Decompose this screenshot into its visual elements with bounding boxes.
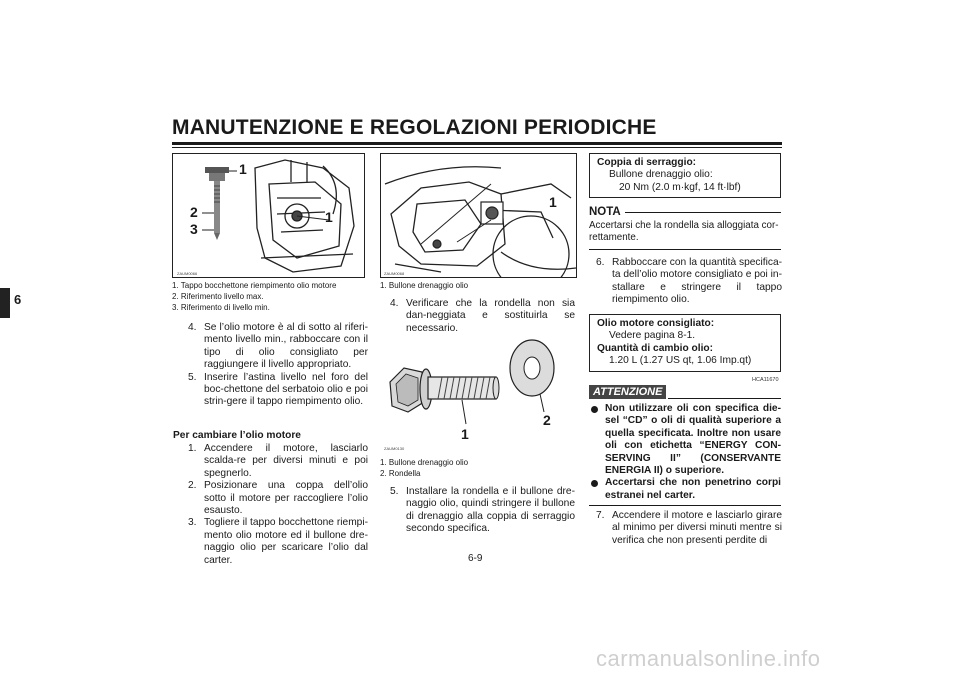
nota-section: [589, 206, 781, 250]
step-5-install: 5. Installare la rondella e il bullone dre-naggio olio, quindi stringere il bullone di drenaggio alla coppia di serraggio secondo specifica.: [390, 486, 575, 535]
fig1-callout-1b: 1: [325, 209, 333, 225]
torque-spec-box: [589, 153, 781, 198]
fig3-captions: [380, 457, 468, 479]
fig2-code: ZAUM0068: [384, 271, 405, 276]
fig2-caption-1: 1. Bullone drenaggio olio: [380, 281, 469, 290]
step-4-washer: 4. Verificare che la rondella non sia dan-neggiata e sostituirla se necessario.: [390, 298, 575, 334]
nota-label: NOTA: [589, 206, 621, 218]
fig1-caption-1: 1. Tappo bocchettone riempimento olio motore: [172, 281, 337, 290]
figure-bolt-washer: [380, 332, 575, 452]
fig1-captions: [172, 280, 367, 313]
warning-code: HCA11670: [752, 377, 779, 383]
fig3-caption-1: 1. Bullone drenaggio olio: [380, 458, 469, 467]
fig1-caption-3: 3. Riferimento di livello min.: [172, 303, 270, 312]
torque-item: Bullone drenaggio olio:: [609, 169, 713, 181]
fig1-callout-1: 1: [239, 161, 247, 177]
warning-rule: [668, 398, 781, 399]
torque-value: 20 Nm (2.0 m·kgf, 14 ft·lbf): [619, 181, 741, 193]
oil-qty: 1.20 L (1.27 US qt, 1.06 Imp.qt): [609, 355, 752, 367]
fig2-callout-1: 1: [549, 194, 557, 210]
warning-bullet-1: Non utilizzare oli con specifica die-sel “CD” o oli di qualità superiore a quella specificata. Inoltre non usare oli con etichetta “ENERGY CON-SERVING II” (CONSERVANTE ENERGIA II) o superiore.: [589, 403, 781, 477]
nota-text: Accertarsi che la rondella sia alloggiata cor-rettamente.: [589, 220, 779, 244]
warning-label: ATTENZIONE: [589, 385, 666, 399]
oil-qty-title: Quantità di cambio olio:: [597, 342, 714, 354]
step-5-dipstick: 5. Inserire l’astina livello nel foro del boc-chettone del serbatoio olio e poi strin-gere il tappo riempimento olio.: [188, 371, 368, 408]
fig3-callout-1: 1: [461, 426, 469, 442]
fig1-callout-2: 2: [190, 204, 198, 220]
warning-bullet-2: Accertarsi che non penetrino corpi estranei nel carter.: [589, 477, 781, 502]
column-1-text: [188, 322, 368, 409]
figure-drain-bolt-location: [380, 153, 577, 278]
figure-oil-dipstick: [172, 153, 365, 278]
fig3-code: ZAUM0130: [384, 446, 405, 451]
title-rule-thin: [172, 147, 782, 148]
engine-underside-illustration: [381, 154, 576, 277]
oil-title: Olio motore consigliato:: [597, 318, 715, 329]
fig3-caption-2: 2. Rondella: [380, 469, 421, 478]
oil-change-step-3: 3. Togliere il tappo bocchettone riempi-mento olio motore ed il bullone dre-naggio olio per scaricare l’olio dal carter.: [188, 517, 368, 566]
bullet-icon: [591, 480, 598, 487]
nota-rule: [625, 212, 781, 213]
fig1-caption-2: 2. Riferimento livello max.: [172, 292, 264, 301]
torque-title: Coppia di serraggio:: [597, 157, 697, 168]
nota-end-rule: [589, 249, 781, 250]
fig1-code: ZAUM0066: [177, 271, 198, 276]
oil-change-step-1: 1. Accendere il motore, lasciarlo scalda-re per diversi minuti e poi spegnerlo.: [188, 443, 368, 479]
section-subheading: Per cambiare l’olio motore: [173, 430, 301, 441]
oil-spec-box: [589, 314, 781, 372]
dipstick-illustration: [173, 154, 364, 277]
chapter-number: 6: [14, 292, 22, 307]
bolt-washer-illustration: [380, 332, 575, 452]
chapter-tab: [0, 288, 10, 318]
bullet-icon: [591, 406, 598, 413]
oil-ref: Vedere pagina 8-1.: [609, 330, 696, 342]
fig3-callout-2: 2: [543, 412, 551, 428]
step-6-refill: 6. Rabboccare con la quantità specifica-ta dell’olio motore consigliato e poi in-stallare e stringere il tappo riempimento olio.: [596, 257, 782, 306]
oil-change-step-2: 2. Posizionare una coppa dell’olio sotto il motore per raccogliere l’olio esausto.: [188, 480, 368, 517]
oil-change-steps: [188, 443, 368, 567]
watermark-text: carmanualsonline.info: [596, 646, 821, 671]
step-7-start-engine: 7. Accendere il motore e lasciarlo girare al minimo per diversi minuti mentre si verifica che non presenti perdite di: [596, 510, 782, 546]
step-4-dipstick: 4. Se l’olio motore è al di sotto al riferi-mento livello min., rabboccare con il tipo di olio consigliato per raggiungere il livello appropriato.: [188, 322, 368, 371]
warning-end-rule: [589, 505, 781, 506]
page-number: 6-9: [468, 553, 483, 564]
fig1-callout-3: 3: [190, 221, 198, 237]
warning-section: [589, 385, 781, 506]
title-rule-thick: [172, 142, 782, 145]
page-title: MANUTENZIONE E REGOLAZIONI PERIODICHE: [172, 116, 657, 139]
